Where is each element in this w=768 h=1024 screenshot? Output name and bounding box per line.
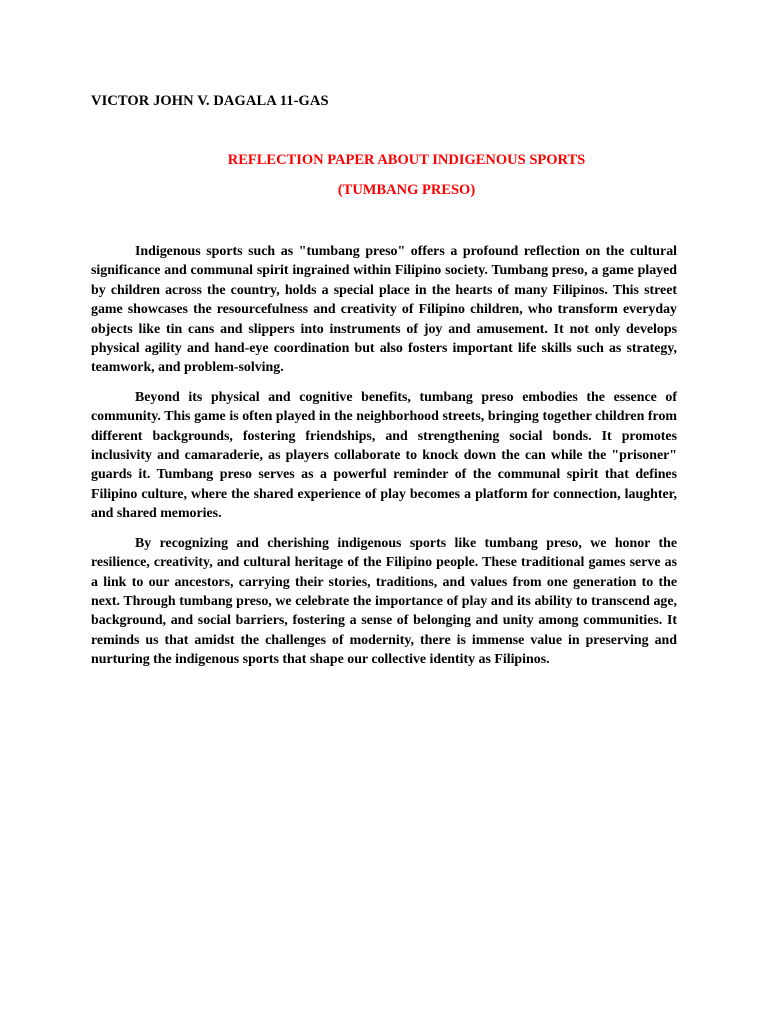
paragraph-3: By recognizing and cherishing indigenous sports like tumbang preso, we honor the resilience, creativity, and cultural heritage of the Filipino people. These traditional games serve as a link to our ancestors, carrying their stories, traditions, and values from one generation to the next. Through tumbang preso, we celebrate the importance of play and its ability to transcend age, background, and social barriers, fostering a sense of belonging and unity among communities. It reminds us that amidst the challenges of modernity, there is immense value in preserving and nurturing the indigenous sports that shape our collective identity as Filipinos. [91, 535, 677, 668]
body-text [91, 242, 677, 680]
paragraph-1: Indigenous sports such as "tumbang preso" offers a profound reflection on the cultural significance and communal spirit ingrained within Filipino society. Tumbang preso, a game played by children across the country, holds a special place in the hearts of many Filipinos. This street game showcases the resourcefulness and creativity of Filipino children, who transform everyday objects like tin cans and slippers into instruments of joy and amusement. It not only develops physical agility and hand-eye coordination but also fosters important life skills such as strategy, teamwork, and problem-solving. [91, 244, 677, 376]
author-line: VICTOR JOHN V. DAGALA 11-GAS [91, 93, 329, 109]
title-line-1: REFLECTION PAPER ABOUT INDIGENOUS SPORTS [227, 152, 586, 168]
title-line-2: (TUMBANG PRESO) [337, 182, 476, 198]
paragraph-2: Beyond its physical and cognitive benefits, tumbang preso embodies the essence of community. This game is often played in the neighborhood streets, bringing together children from different backgrounds, fostering friendships, and strengthening social bonds. It promotes inclusivity and camaraderie, as players collaborate to knock down the can while the "prisoner" guards it. Tumbang preso serves as a powerful reminder of the communal spirit that defines Filipino culture, where the shared experience of play becomes a platform for connection, laughter, and shared memories. [91, 389, 677, 522]
